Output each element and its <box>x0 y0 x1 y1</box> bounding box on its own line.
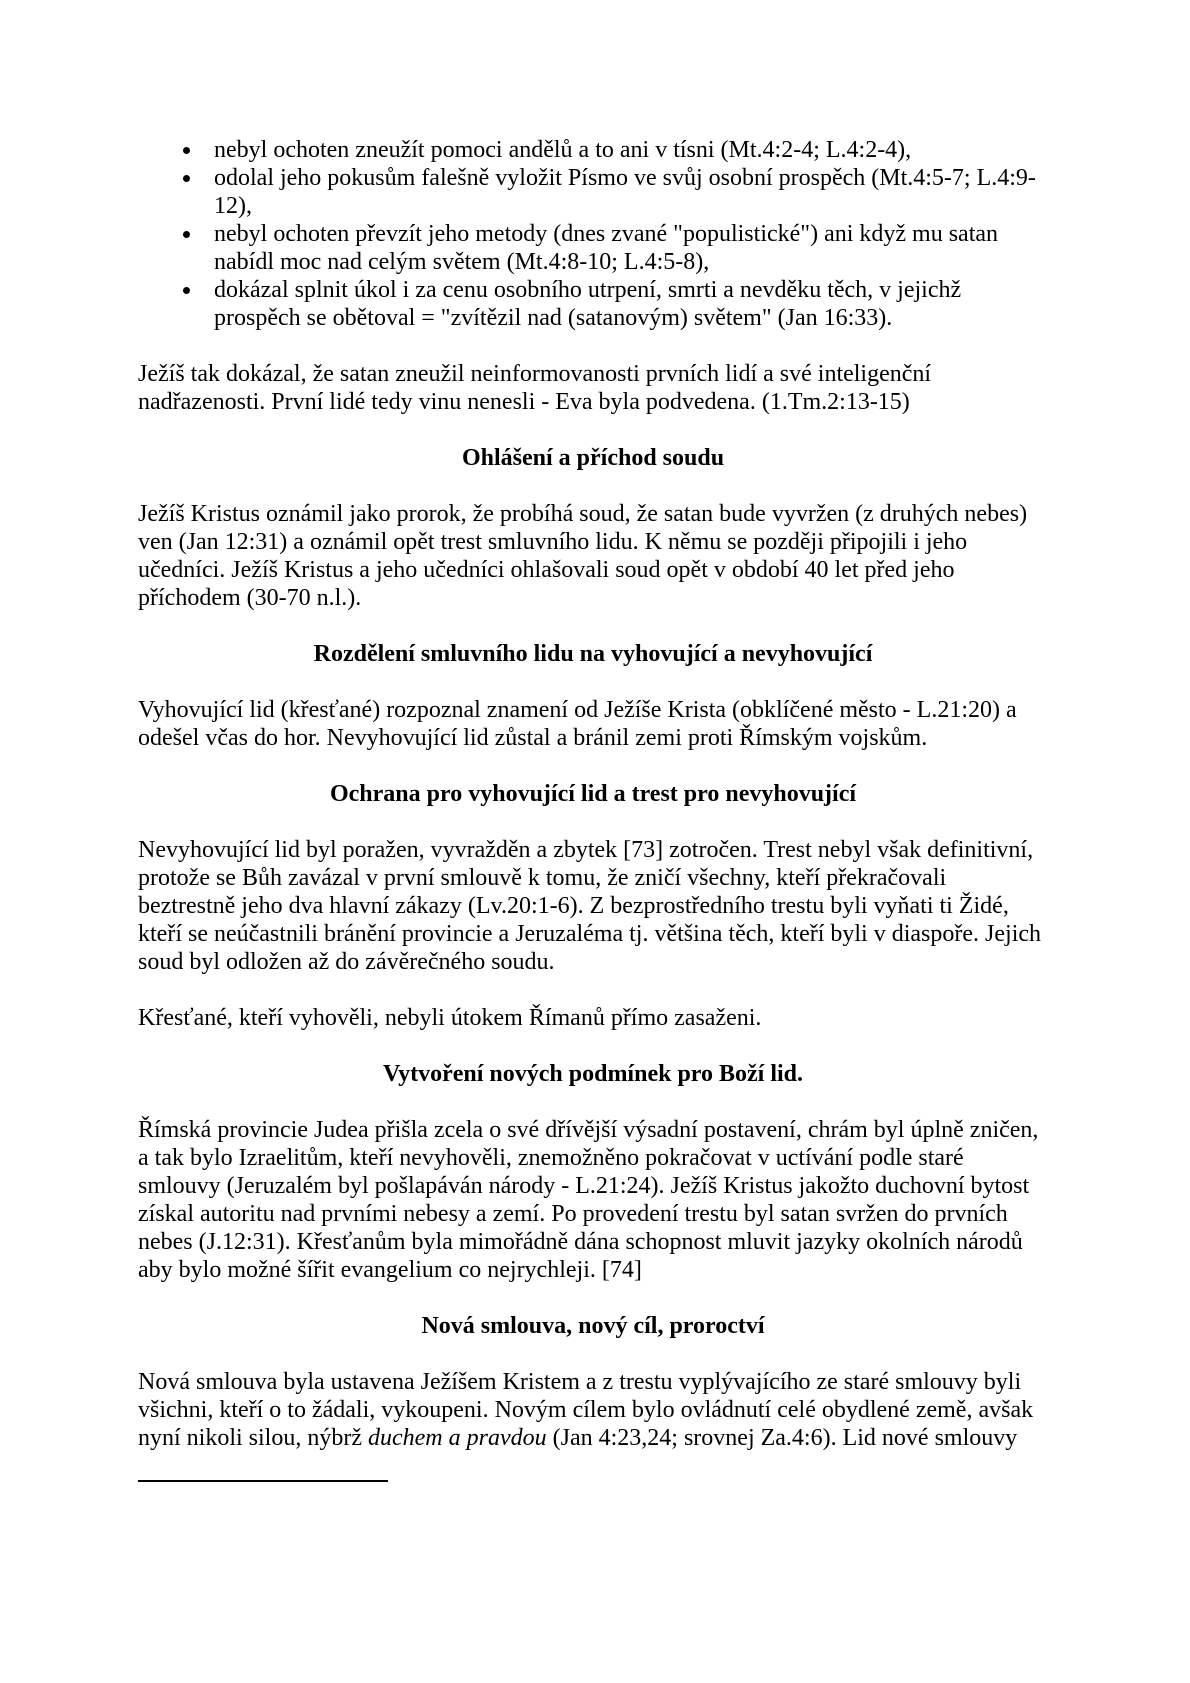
section-heading-rozdeleni: Rozdělení smluvního lidu na vyhovující a nevyhovující <box>313 641 873 667</box>
paragraph-segment: (Jan 4:23,24; srovnej Za.4:6). Lid nové smlouvy <box>546 1425 1018 1451</box>
list-item <box>138 164 1048 220</box>
paragraph-vytvoreni: Římská provincie Judea přišla zcela o své dřívější výsadní postavení, chrám byl úplně zničen, a tak bylo Izraelitům, kteří nevyhověli, znemožněno pokračovat v uctívání podle staré smlouvy (Jeruzalém byl pošlapáván národy - L.21:24). Ježíš Kristus jakožto duchovní bytost získal autoritu nad prvními nebesy a zemí. Po provedení trestu byl satan svržen do prvních nebes (J.12:31). Křesťanům byla mimořádně dána schopnost mluvit jazyky okolních národů aby bylo možné šířit evangelium co nejrychleji. [74] <box>138 1117 1039 1283</box>
footnote-separator <box>138 1480 388 1482</box>
bullet-list <box>138 136 1048 332</box>
section-heading-ochrana: Ochrana pro vyhovující lid a trest pro nevyhovující <box>329 781 857 807</box>
paragraph-krestane: Křesťané, kteří vyhověli, nebyli útokem Římanů přímo zasaženi. <box>138 1005 762 1031</box>
section-heading-vytvoreni: Vytvoření nových podmínek pro Boží lid. <box>382 1061 804 1087</box>
bullet-icon <box>183 147 190 154</box>
paragraph-segment-italic: duchem a pravdou <box>368 1425 547 1451</box>
bullet-icon <box>183 175 190 182</box>
paragraph-rozdeleni: Vyhovující lid (křesťané) rozpoznal znamení od Ježíše Krista (obklíčené město - L.21:20) a odešel včas do hor. Nevyhovující lid zůstal a bránil zemi proti Římským vojskům. <box>138 697 1017 751</box>
bullet-icon <box>183 231 190 238</box>
list-item-text: nebyl ochoten převzít jeho metody (dnes zvané "populistické") ani když mu satan nabídl moc nad celým světem (Mt.4:8-10; L.4:5-8), <box>214 221 999 275</box>
paragraph-ohlaseni: Ježíš Kristus oznámil jako prorok, že probíhá soud, že satan bude vyvržen (z druhých nebes) ven (Jan 12:31) a oznámil opět trest smluvního lidu. K němu se později připojili i jeho učedníci. Ježíš Kristus a jeho učedníci ohlašovali soud opět v období 40 let před jeho příchodem (30-70 n.l.). <box>138 501 1028 611</box>
section-heading-nova-smlouva: Nová smlouva, nový cíl, proroctví <box>421 1313 765 1339</box>
list-item <box>138 276 1048 332</box>
section-heading-ohlaseni: Ohlášení a příchod soudu <box>461 445 725 471</box>
paragraph-segment: Nová smlouva byla ustavena Ježíšem Kristem a z trestu vyplývajícího ze staré smlouvy byli všichni, kteří o to žádali, vykoupeni. Novým cílem bylo ovládnutí celé obydlené země, avšak nyní nikoli silou, nýbrž <box>138 1369 1034 1451</box>
list-item-text: nebyl ochoten zneužít pomoci andělů a to ani v tísni (Mt.4:2-4; L.4:2-4), <box>214 137 912 163</box>
paragraph-nova-smlouva <box>138 1368 1048 1452</box>
list-item-text: dokázal splnit úkol i za cenu osobního utrpení, smrti a nevděku těch, v jejichž prospěch se obětoval = "zvítězil nad (satanovým) světem" (Jan 16:33). <box>214 277 962 331</box>
list-item <box>138 136 1048 164</box>
document-content <box>138 136 1048 1482</box>
paragraph-jezis-dokazal: Ježíš tak dokázal, že satan zneužil neinformovanosti prvních lidí a své inteligenční nadřazenosti. První lidé tedy vinu nenesli - Eva byla podvedena. (1.Tm.2:13-15) <box>138 361 932 415</box>
bullet-icon <box>183 287 190 294</box>
list-item-text: odolal jeho pokusům falešně vyložit Písmo ve svůj osobní prospěch (Mt.4:5-7; L.4:9-12), <box>214 165 1036 219</box>
list-item <box>138 220 1048 276</box>
paragraph-ochrana: Nevyhovující lid byl poražen, vyvražděn a zbytek [73] zotročen. Trest nebyl však definitivní, protože se Bůh zavázal v první smlouvě k tomu, že zničí všechny, kteří překračovali beztrestně jeho dva hlavní zákazy (Lv.20:1-6). Z bezprostředního trestu byli vyňati ti Židé, kteří se neúčastnili bránění provincie a Jeruzaléma tj. většina těch, kteří byli v diaspoře. Jejich soud byl odložen až do závěrečného soudu. <box>138 837 1042 975</box>
